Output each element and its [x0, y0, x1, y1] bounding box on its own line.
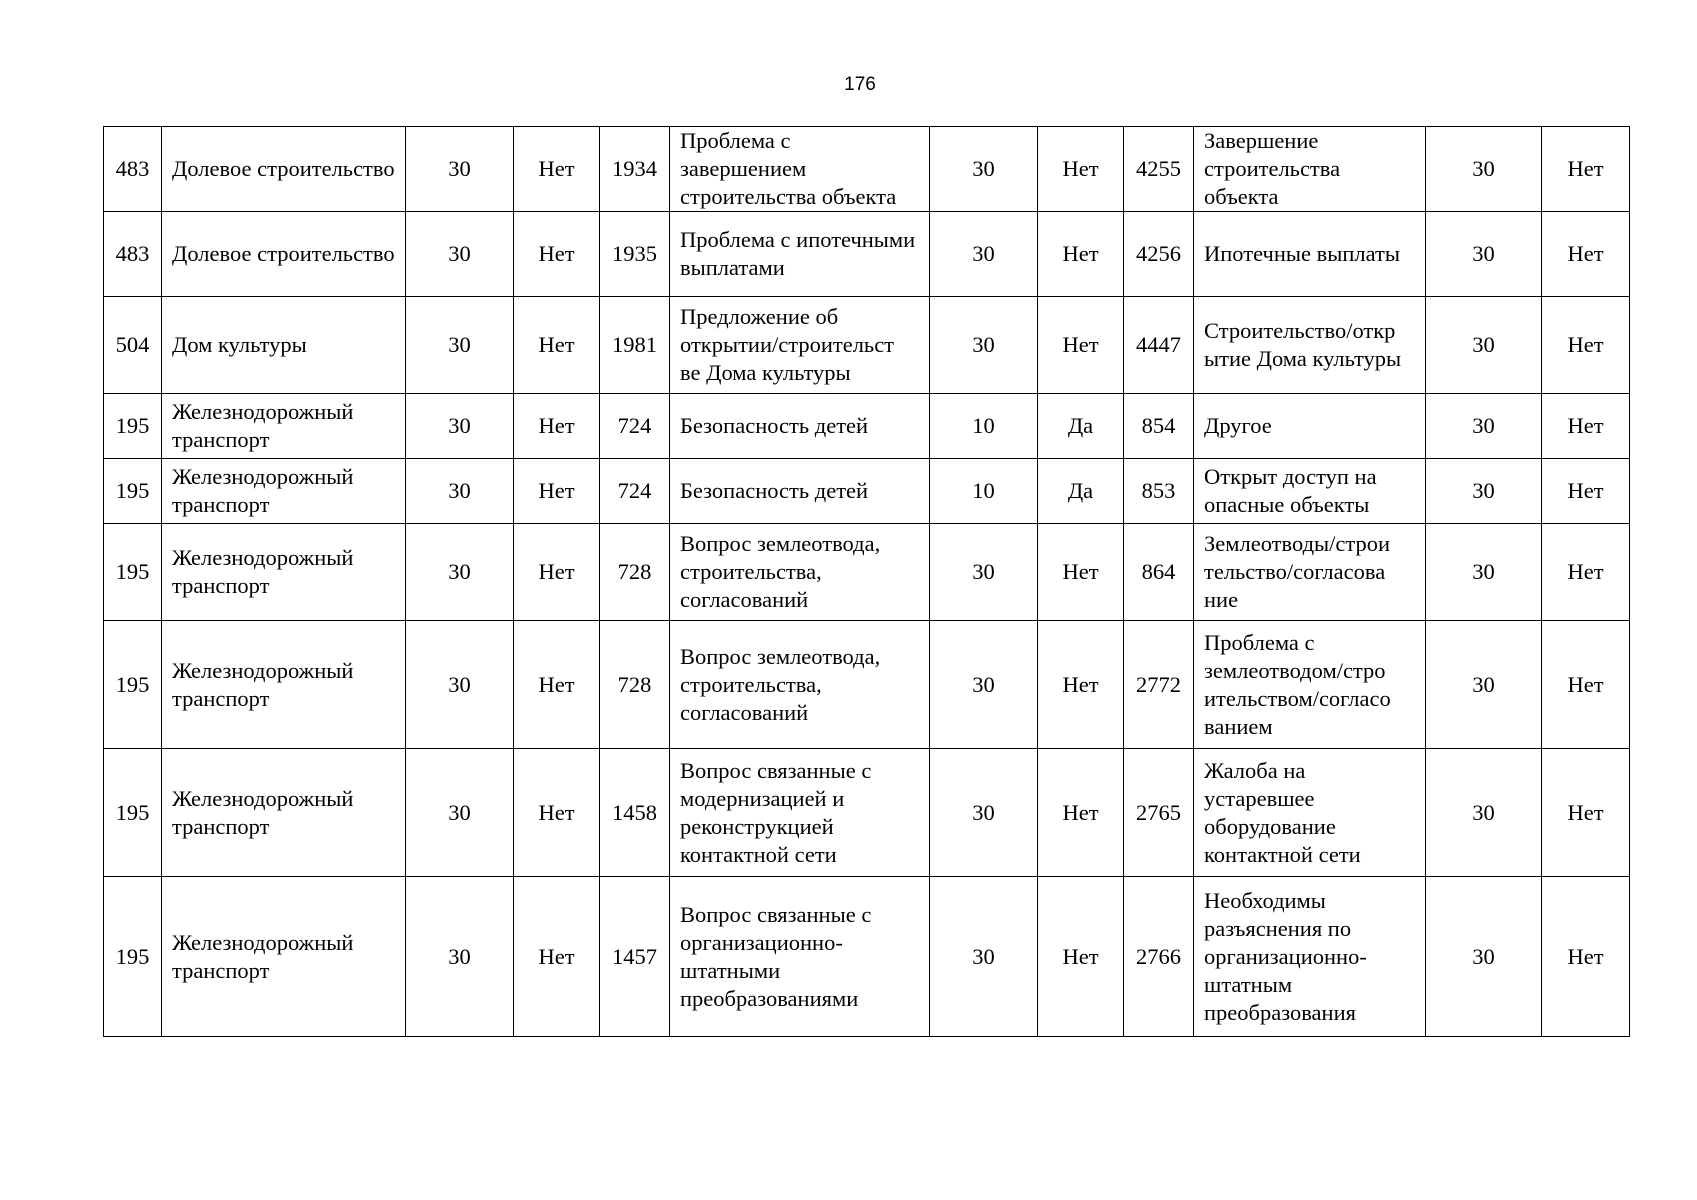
category-flag-cell: Нет — [514, 127, 600, 212]
subtopic-flag-cell: Нет — [1542, 297, 1630, 394]
table-row — [104, 621, 1630, 749]
topic-id-cell: 1981 — [600, 297, 670, 394]
table-row — [104, 297, 1630, 394]
subtopic-days-cell: 30 — [1426, 621, 1542, 749]
topic-days-cell: 10 — [930, 459, 1038, 524]
topic-id-cell: 1935 — [600, 212, 670, 297]
subtopic-flag-cell: Нет — [1542, 749, 1630, 877]
category-days-cell: 30 — [406, 394, 514, 459]
subtopic-id-cell: 864 — [1124, 524, 1194, 621]
category-flag-cell: Нет — [514, 297, 600, 394]
subtopic-days-cell: 30 — [1426, 749, 1542, 877]
subtopic-name-cell: Необходимы разъяснения по организационно-штатным преобразования — [1194, 877, 1426, 1037]
topic-name-cell: Проблема с завершением строительства объекта — [670, 127, 930, 212]
topic-days-cell: 30 — [930, 297, 1038, 394]
topic-days-cell: 30 — [930, 877, 1038, 1037]
topic-flag-cell: Нет — [1038, 127, 1124, 212]
topic-name-cell: Безопасность детей — [670, 394, 930, 459]
topic-id-cell: 1934 — [600, 127, 670, 212]
topic-name-cell: Вопрос связанные с модернизацией и реконструкцией контактной сети — [670, 749, 930, 877]
subtopic-flag-cell: Нет — [1542, 459, 1630, 524]
topic-flag-cell: Да — [1038, 394, 1124, 459]
subtopic-name-cell: Проблема с землеотводом/стро ительством/согласо ванием — [1194, 621, 1426, 749]
topic-id-cell: 724 — [600, 394, 670, 459]
category-days-cell: 30 — [406, 877, 514, 1037]
subtopic-days-cell: 30 — [1426, 524, 1542, 621]
category-id-cell: 195 — [104, 394, 162, 459]
topic-days-cell: 30 — [930, 127, 1038, 212]
category-name-cell: Железнодорожный транспорт — [162, 524, 406, 621]
subtopic-days-cell: 30 — [1426, 394, 1542, 459]
topic-days-cell: 30 — [930, 621, 1038, 749]
subtopic-id-cell: 2772 — [1124, 621, 1194, 749]
category-days-cell: 30 — [406, 621, 514, 749]
topic-id-cell: 724 — [600, 459, 670, 524]
category-id-cell: 195 — [104, 877, 162, 1037]
topic-flag-cell: Нет — [1038, 621, 1124, 749]
subtopic-flag-cell: Нет — [1542, 524, 1630, 621]
table-row — [104, 459, 1630, 524]
category-name-cell: Долевое строительство — [162, 212, 406, 297]
subtopic-name-cell: Строительство/откр ытие Дома культуры — [1194, 297, 1426, 394]
table-row — [104, 394, 1630, 459]
category-name-cell: Долевое строительство — [162, 127, 406, 212]
category-days-cell: 30 — [406, 749, 514, 877]
subtopic-name-cell: Завершение строительства объекта — [1194, 127, 1426, 212]
table-row — [104, 749, 1630, 877]
category-name-cell: Железнодорожный транспорт — [162, 749, 406, 877]
subtopic-id-cell: 854 — [1124, 394, 1194, 459]
table-row — [104, 212, 1630, 297]
topic-flag-cell: Нет — [1038, 524, 1124, 621]
topic-flag-cell: Нет — [1038, 297, 1124, 394]
topic-id-cell: 1458 — [600, 749, 670, 877]
subtopic-name-cell: Жалоба на устаревшее оборудование контактной сети — [1194, 749, 1426, 877]
subtopic-id-cell: 4256 — [1124, 212, 1194, 297]
topic-name-cell: Безопасность детей — [670, 459, 930, 524]
category-id-cell: 483 — [104, 127, 162, 212]
category-days-cell: 30 — [406, 524, 514, 621]
topic-id-cell: 728 — [600, 621, 670, 749]
category-days-cell: 30 — [406, 297, 514, 394]
category-flag-cell: Нет — [514, 524, 600, 621]
topic-days-cell: 30 — [930, 212, 1038, 297]
subtopic-days-cell: 30 — [1426, 212, 1542, 297]
topic-flag-cell: Нет — [1038, 212, 1124, 297]
table-row — [104, 877, 1630, 1037]
subtopic-name-cell: Землеотводы/строи тельство/согласова ние — [1194, 524, 1426, 621]
category-flag-cell: Нет — [514, 394, 600, 459]
subtopic-name-cell: Ипотечные выплаты — [1194, 212, 1426, 297]
subtopic-flag-cell: Нет — [1542, 877, 1630, 1037]
category-days-cell: 30 — [406, 212, 514, 297]
subtopic-name-cell: Открыт доступ на опасные объекты — [1194, 459, 1426, 524]
topic-days-cell: 30 — [930, 524, 1038, 621]
category-flag-cell: Нет — [514, 749, 600, 877]
topic-id-cell: 728 — [600, 524, 670, 621]
subtopic-days-cell: 30 — [1426, 877, 1542, 1037]
category-name-cell: Железнодорожный транспорт — [162, 621, 406, 749]
category-name-cell: Железнодорожный транспорт — [162, 394, 406, 459]
category-name-cell: Железнодорожный транспорт — [162, 877, 406, 1037]
topic-days-cell: 30 — [930, 749, 1038, 877]
classification-table — [103, 126, 1630, 1037]
topic-flag-cell: Нет — [1038, 749, 1124, 877]
category-id-cell: 195 — [104, 749, 162, 877]
category-id-cell: 195 — [104, 524, 162, 621]
category-id-cell: 195 — [104, 459, 162, 524]
category-id-cell: 483 — [104, 212, 162, 297]
category-flag-cell: Нет — [514, 459, 600, 524]
subtopic-flag-cell: Нет — [1542, 394, 1630, 459]
subtopic-flag-cell: Нет — [1542, 127, 1630, 212]
category-name-cell: Железнодорожный транспорт — [162, 459, 406, 524]
category-id-cell: 195 — [104, 621, 162, 749]
category-days-cell: 30 — [406, 459, 514, 524]
subtopic-id-cell: 4255 — [1124, 127, 1194, 212]
subtopic-days-cell: 30 — [1426, 127, 1542, 212]
subtopic-id-cell: 853 — [1124, 459, 1194, 524]
topic-name-cell: Вопрос землеотвода, строительства, согласований — [670, 621, 930, 749]
subtopic-name-cell: Другое — [1194, 394, 1426, 459]
topic-days-cell: 10 — [930, 394, 1038, 459]
table-row — [104, 524, 1630, 621]
topic-name-cell: Проблема с ипотечными выплатами — [670, 212, 930, 297]
subtopic-days-cell: 30 — [1426, 297, 1542, 394]
category-flag-cell: Нет — [514, 621, 600, 749]
category-days-cell: 30 — [406, 127, 514, 212]
subtopic-id-cell: 4447 — [1124, 297, 1194, 394]
category-flag-cell: Нет — [514, 877, 600, 1037]
category-name-cell: Дом культуры — [162, 297, 406, 394]
subtopic-id-cell: 2766 — [1124, 877, 1194, 1037]
category-flag-cell: Нет — [514, 212, 600, 297]
subtopic-flag-cell: Нет — [1542, 621, 1630, 749]
category-id-cell: 504 — [104, 297, 162, 394]
subtopic-id-cell: 2765 — [1124, 749, 1194, 877]
subtopic-flag-cell: Нет — [1542, 212, 1630, 297]
topic-name-cell: Вопрос землеотвода, строительства, согласований — [670, 524, 930, 621]
table-row — [104, 127, 1630, 212]
topic-name-cell: Вопрос связанные с организационно-штатными преобразованиями — [670, 877, 930, 1037]
subtopic-days-cell: 30 — [1426, 459, 1542, 524]
topic-id-cell: 1457 — [600, 877, 670, 1037]
page-number: 176 — [844, 74, 876, 95]
topic-flag-cell: Нет — [1038, 877, 1124, 1037]
topic-flag-cell: Да — [1038, 459, 1124, 524]
topic-name-cell: Предложение об открытии/строительст ве Дома культуры — [670, 297, 930, 394]
